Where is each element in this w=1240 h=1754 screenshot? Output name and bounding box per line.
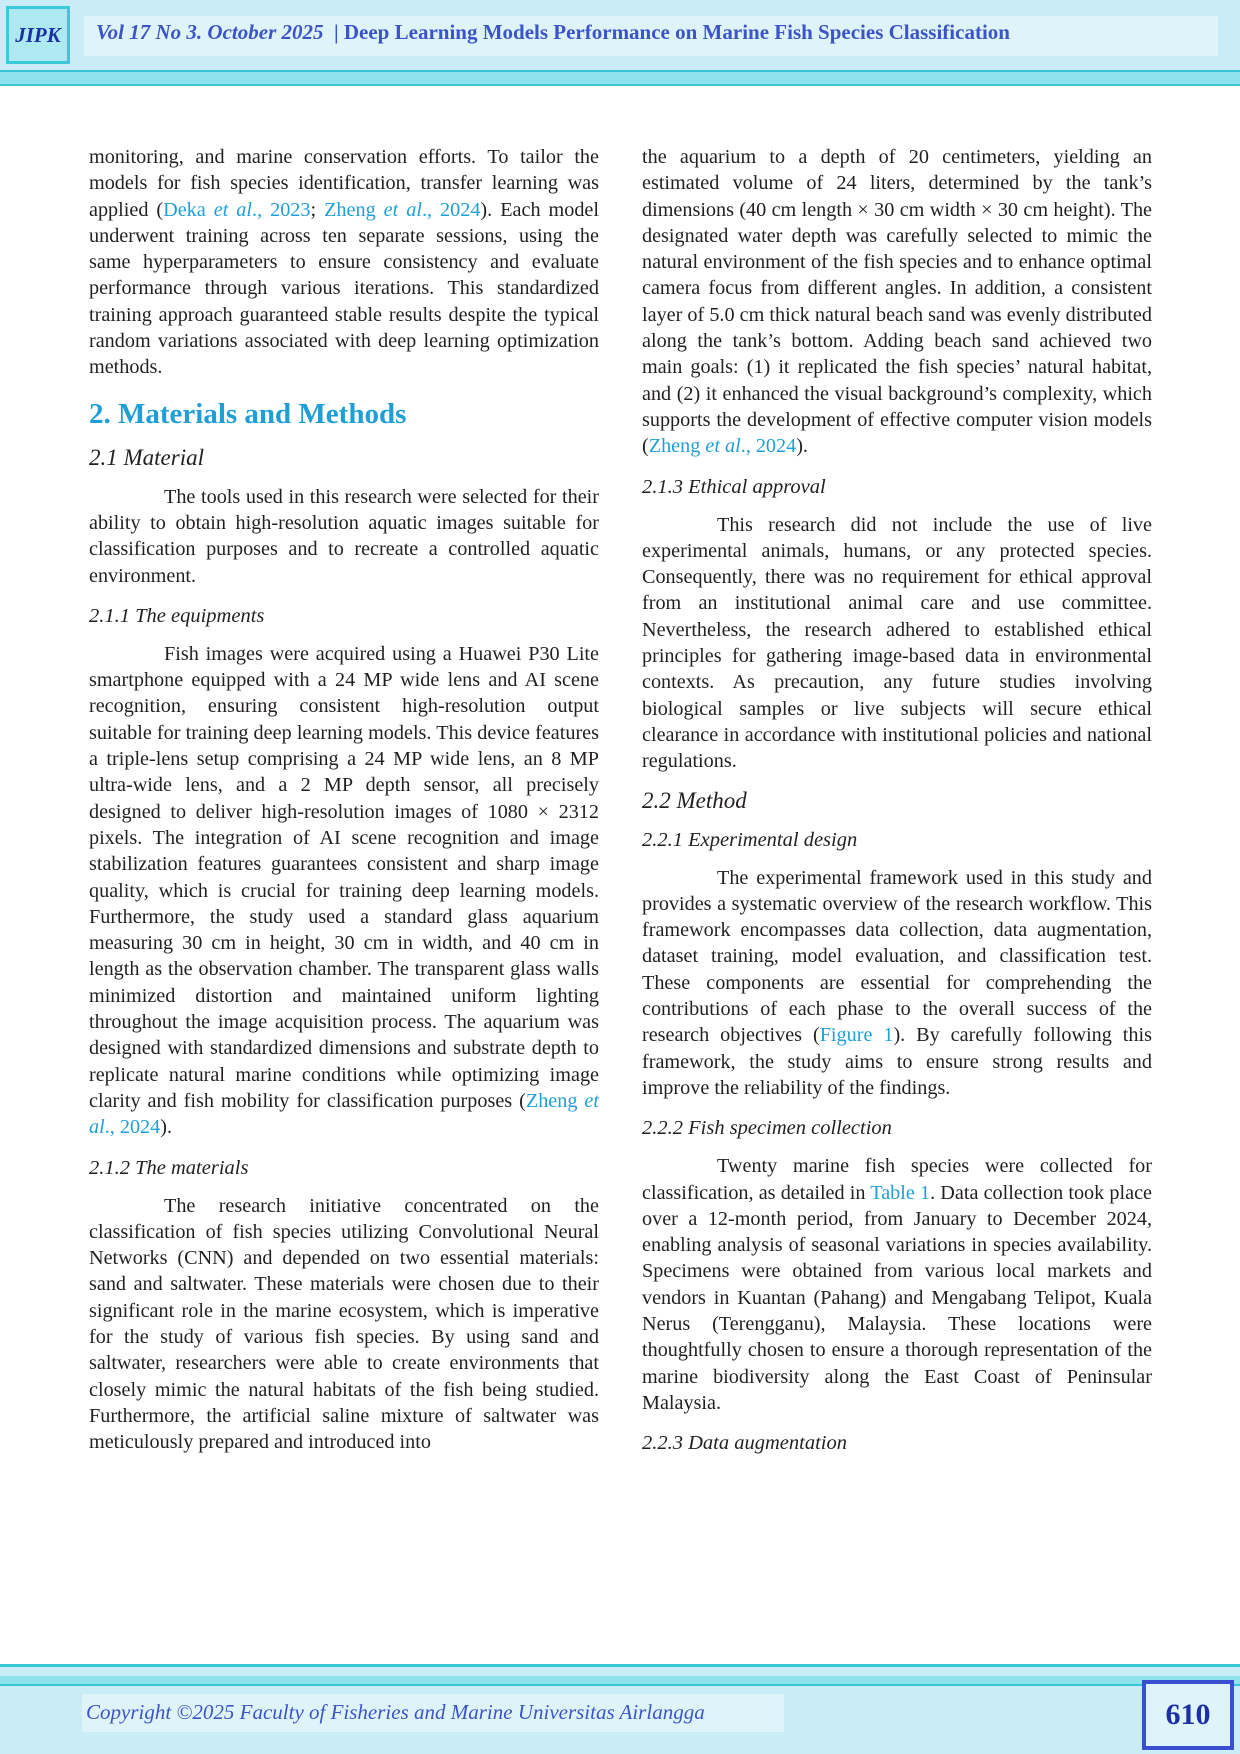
subsubsection-heading: 2.2.2 Fish specimen collection [642,1117,892,1140]
citation-link[interactable]: Zheng et al., 2024 [324,198,481,221]
citation-link[interactable]: Zheng et al., 2024 [648,435,797,458]
page-number: 610 [1142,1680,1234,1750]
header-band [0,70,1240,86]
paragraph: The tools used in this research were selected for their ability to obtain high-resolution aquatic images suitable for classification purposes and to recreate a controlled aquatic environment. [89,485,599,587]
footer-band [0,1676,1240,1686]
paragraph: Fish images were acquired using a Huawei P30 Lite smartphone equipped with a 24 MP wide lens and AI scene recognition, ensuring consistent high-resolution output suitable for training deep learning models. This device features a triple-lens setup comprising a 24 MP wide lens, an 8 MP ultra-wide lens, and a 2 MP depth sensor, all precisely designed to deliver high-resolution images of 1080 × 2312 pixels. The integration of AI scene recognition and image stabilization features guarantees consistent and sharp image quality, which is crucial for training deep learning models. Furthermore, the study used a standard glass aquarium measuring 30 cm in height, 30 cm in width, and 40 cm in length as the observation chamber. The transparent glass walls minimized distortion and maintained uniform lighting throughout the image acquisition process. The aquarium was designed with standardized dimensions and substrate depth to replicate natural marine conditions while optimizing image clarity and fish mobility for classification purposes (Zheng et al., 2024). [89,642,599,1139]
left-column [89,144,599,1455]
subsubsection-heading: 2.1.3 Ethical approval [642,475,826,498]
running-header [96,20,1010,45]
journal-logo: JIPK [6,6,70,64]
figure-link[interactable]: Figure 1 [819,1024,894,1047]
table-link[interactable]: Table 1 [870,1181,931,1204]
paragraph: the aquarium to a depth of 20 centimeters, yielding an estimated volume of 24 liters, determined by the tank’s dimensions (40 cm length × 30 cm width × 30 cm height). The designated water depth was carefully selected to mimic the natural environment of the fish species and to enhance optimal camera focus from different angles. In addition, a consistent layer of 5.0 cm thick natural beach sand was evenly distributed along the tank’s bottom. Adding beach sand achieved two main goals: (1) it replicated the fish species’ natural habitat, and (2) it enhanced the visual background’s complexity, which supports the development of effective computer vision models (Zheng et al., 2024). [642,146,1152,458]
paragraph: This research did not include the use of live experimental animals, humans, or any protected species. Consequently, there was no requirement for ethical approval from an institutional animal care and use committee. Nevertheless, the research adhered to established ethical principles for gathering image-based data in environmental contexts. As precaution, any future studies involving biological samples or live subjects will secure ethical clearance in accordance with institutional policies and national regulations. [642,513,1152,773]
paragraph: The research initiative concentrated on the classification of fish species utilizing Convolutional Neural Networks (CNN) and depended on two essential materials: sand and saltwater. These materials were chosen due to their significant role in the marine ecosystem, which is imperative for the study of various fish species. By using sand and saltwater, researchers were able to create environments that closely mimic the natural habitats of the fish being studied. Furthermore, the artificial saline mixture of saltwater was meticulously prepared and introduced into [89,1194,599,1454]
paragraph: monitoring, and marine conservation efforts. To tailor the models for fish species identification, transfer learning was applied (Deka et al., 2023; Zheng et al., 2024). Each model underwent training across ten separate sessions, using the same hyperparameters to ensure consistency and evaluate performance through various iterations. This standardized training approach guaranteed stable results despite the typical random variations associated with deep learning optimization methods. [89,146,599,379]
citation-link[interactable]: Zheng et al., 2024 [89,1089,599,1139]
right-column [642,144,1152,1468]
section-heading: 2. Materials and Methods [89,397,407,430]
copyright-notice: Copyright ©2025 Faculty of Fisheries and Marine Universitas Airlangga [86,1700,705,1724]
subsection-heading: 2.1 Material [89,444,204,470]
subsubsection-heading: 2.1.1 The equipments [89,604,265,627]
article-title: | Deep Learning Models Performance on Marine Fish Species Classification [334,20,1010,44]
citation-link[interactable]: Deka et al., 2023 [163,198,311,221]
subsubsection-heading: 2.1.2 The materials [89,1156,249,1179]
volume-info: Vol 17 No 3. October 2025 [96,20,324,44]
subsubsection-heading: 2.2.3 Data augmentation [642,1432,847,1455]
subsection-heading: 2.2 Method [642,787,747,813]
paragraph: The experimental framework used in this study and provides a systematic overview of the research workflow. This framework encompasses data collection, data augmentation, dataset training, model evaluation, and classification test. These components are essential for comprehending the contributions of each phase to the overall success of the research objectives (Figure 1). By carefully following this framework, the study aims to ensure strong results and improve the reliability of the findings. [642,866,1152,1099]
subsubsection-heading: 2.2.1 Experimental design [642,828,858,851]
paragraph: Twenty marine fish species were collected for classification, as detailed in Table 1. Data collection took place over a 12-month period, from January to December 2024, enabling analysis of seasonal variations in species availability. Specimens were obtained from various local markets and vendors in Kuantan (Pahang) and Mengabang Telipot, Kuala Nerus (Terengganu), Malaysia. These locations were thoughtfully chosen to ensure a thorough representation of the marine biodiversity along the East Coast of Peninsular Malaysia. [642,1155,1152,1414]
